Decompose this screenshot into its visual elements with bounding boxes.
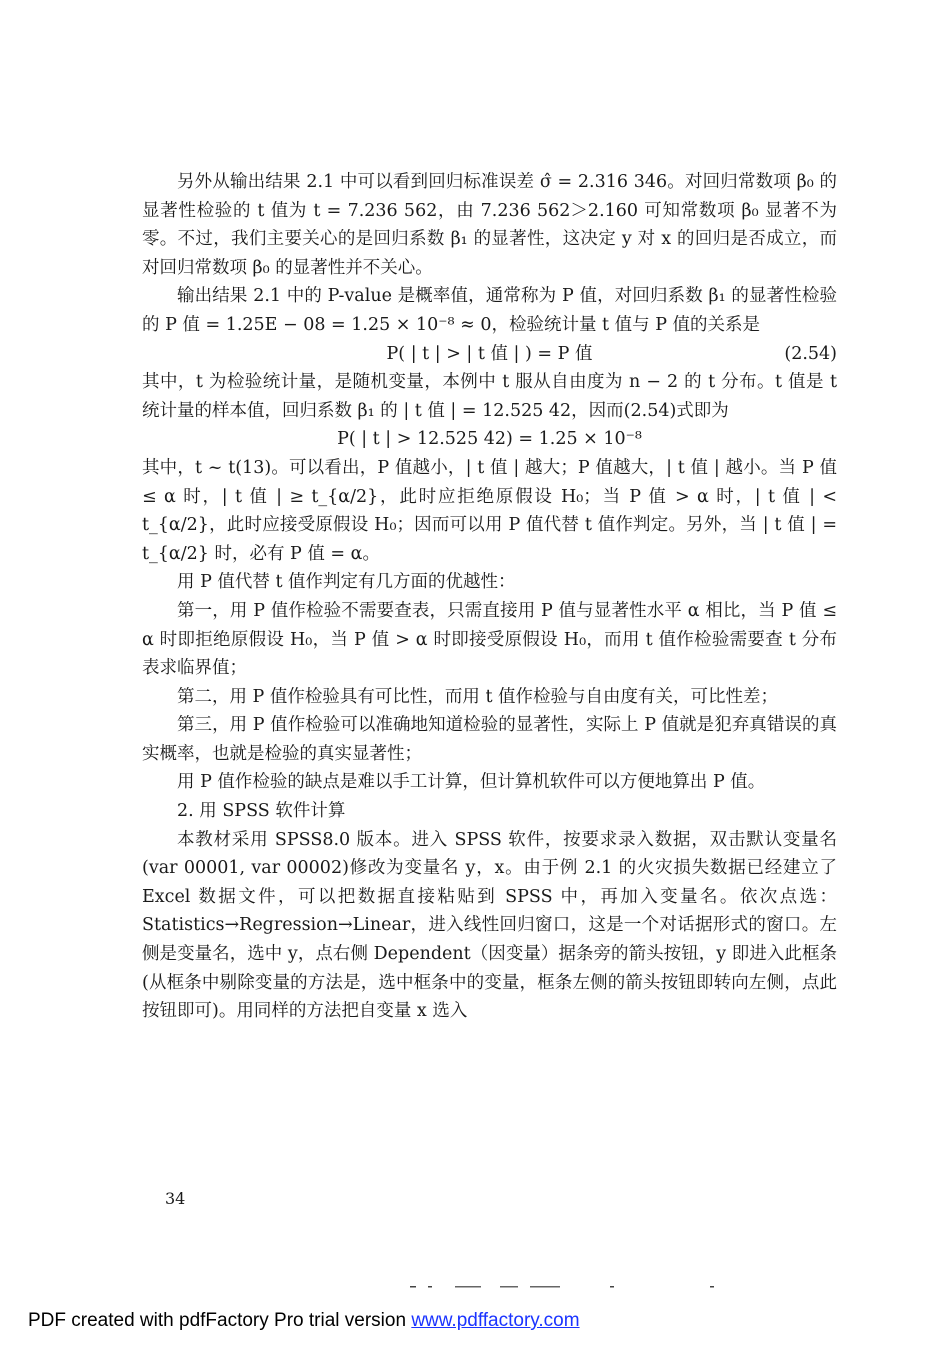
- paragraph-p-value: 输出结果 2.1 中的 P-value 是概率值，通常称为 P 值，对回归系数 β₁ 的显著性检验的 P 值 = 1.25E − 08 = 1.25 × 10⁻⁸ ≈ 0，检验统计量 t 值与 P 值的关系是: [142, 286, 837, 335]
- pdf-footer: [28, 1310, 580, 1332]
- equation-number: (2.54): [784, 343, 837, 364]
- paragraph-p-vs-t: 其中，t ~ t(13)。可以看出，P 值越小，| t 值 | 越大；P 值越大，| t 值 | 越小。当 P 值 ≤ α 时，| t 值 | ≥ t_{α/2}，此时应拒绝原假设 H₀；当 P 值 > α 时，| t 值 | < t_{α/2}，此时应接受原假设 H₀；因而可以用 P 值代替 t 值作判定。另外，当 | t 值 | = t_{α/2} 时，必有 P 值 = α。: [142, 457, 837, 564]
- footer-link[interactable]: www.pdffactory.com: [411, 1310, 580, 1331]
- equation-2-54-body: P( | t | > | t 值 | ) = P 值: [386, 343, 593, 364]
- paragraph-advantages-intro: 用 P 值代替 t 值作判定有几方面的优越性：: [177, 572, 516, 593]
- paragraph-advantage-1: 第一，用 P 值作检验不需要查表，只需直接用 P 值与显著性水平 α 相比，当 P 值 ≤ α 时即拒绝原假设 H₀，当 P 值 > α 时即接受原假设 H₀，而用 t 值作检验需要查 t 分布表求临界值；: [142, 600, 837, 679]
- paragraph-regression-se: 另外从输出结果 2.1 中可以看到回归标准误差 σ̂ = 2.316 346。对回归常数项 β₀ 的显著性检验的 t 值为 t = 7.236 562，由 7.236 562＞2.160 可知常数项 β₀ 显著不为零。不过，我们主要关心的是回归系数 β₁ 的显著性，这决定 y 对 x 的回归是否成立，而对回归常数项 β₀ 的显著性并不关心。: [142, 172, 837, 278]
- body-text: [142, 168, 837, 1026]
- footer-text: PDF created with pdfFactory Pro trial version: [28, 1310, 412, 1331]
- paragraph-advantage-3: 第三，用 P 值作检验可以准确地知道检验的显著性，实际上 P 值就是犯弃真错误的真实概率，也就是检验的真实显著性；: [142, 715, 837, 764]
- equation-p-value-body: P( | t | > 12.525 42) = 1.25 × 10⁻⁸: [337, 429, 642, 450]
- section-heading-spss: 2. 用 SPSS 软件计算: [177, 801, 346, 822]
- equation-2-54: [142, 340, 837, 369]
- paragraph-spss-steps: 本教材采用 SPSS8.0 版本。进入 SPSS 软件，按要求录入数据，双击默认变量名(var 00001, var 00002)修改为变量名 y，x。由于例 2.1 的火灾损失数据已经建立了 Excel 数据文件，可以把数据直接粘贴到 SPSS 中，再加入变量名。依次点选：Statistics→Regression→Linear，进入线性回归窗口，这是一个对话据形式的窗口。左侧是变量名，选中 y，点右侧 Dependent（因变量）据条旁的箭头按钮，y 即进入此框条(从框条中剔除变量的方法是，选中框条中的变量，框条左侧的箭头按钮即转向左侧，点此按钮即可)。用同样的方法把自变量 x 选入: [142, 829, 837, 1022]
- paragraph-t-statistic: 其中，t 为检验统计量，是随机变量，本例中 t 服从自由度为 n − 2 的 t 分布。t 值是 t 统计量的样本值，回归系数 β₁ 的 | t 值 | = 12.525 42，因而(2.54)式即为: [142, 372, 837, 421]
- page-number: 34: [165, 1189, 186, 1208]
- paragraph-drawback: 用 P 值作检验的缺点是难以手工计算，但计算机软件可以方便地算出 P 值。: [177, 772, 766, 793]
- scan-noise: [380, 1283, 720, 1289]
- equation-p-value: [142, 425, 837, 454]
- paragraph-advantage-2: 第二，用 P 值作检验具有可比性，而用 t 值作检验与自由度有关，可比性差；: [177, 686, 779, 707]
